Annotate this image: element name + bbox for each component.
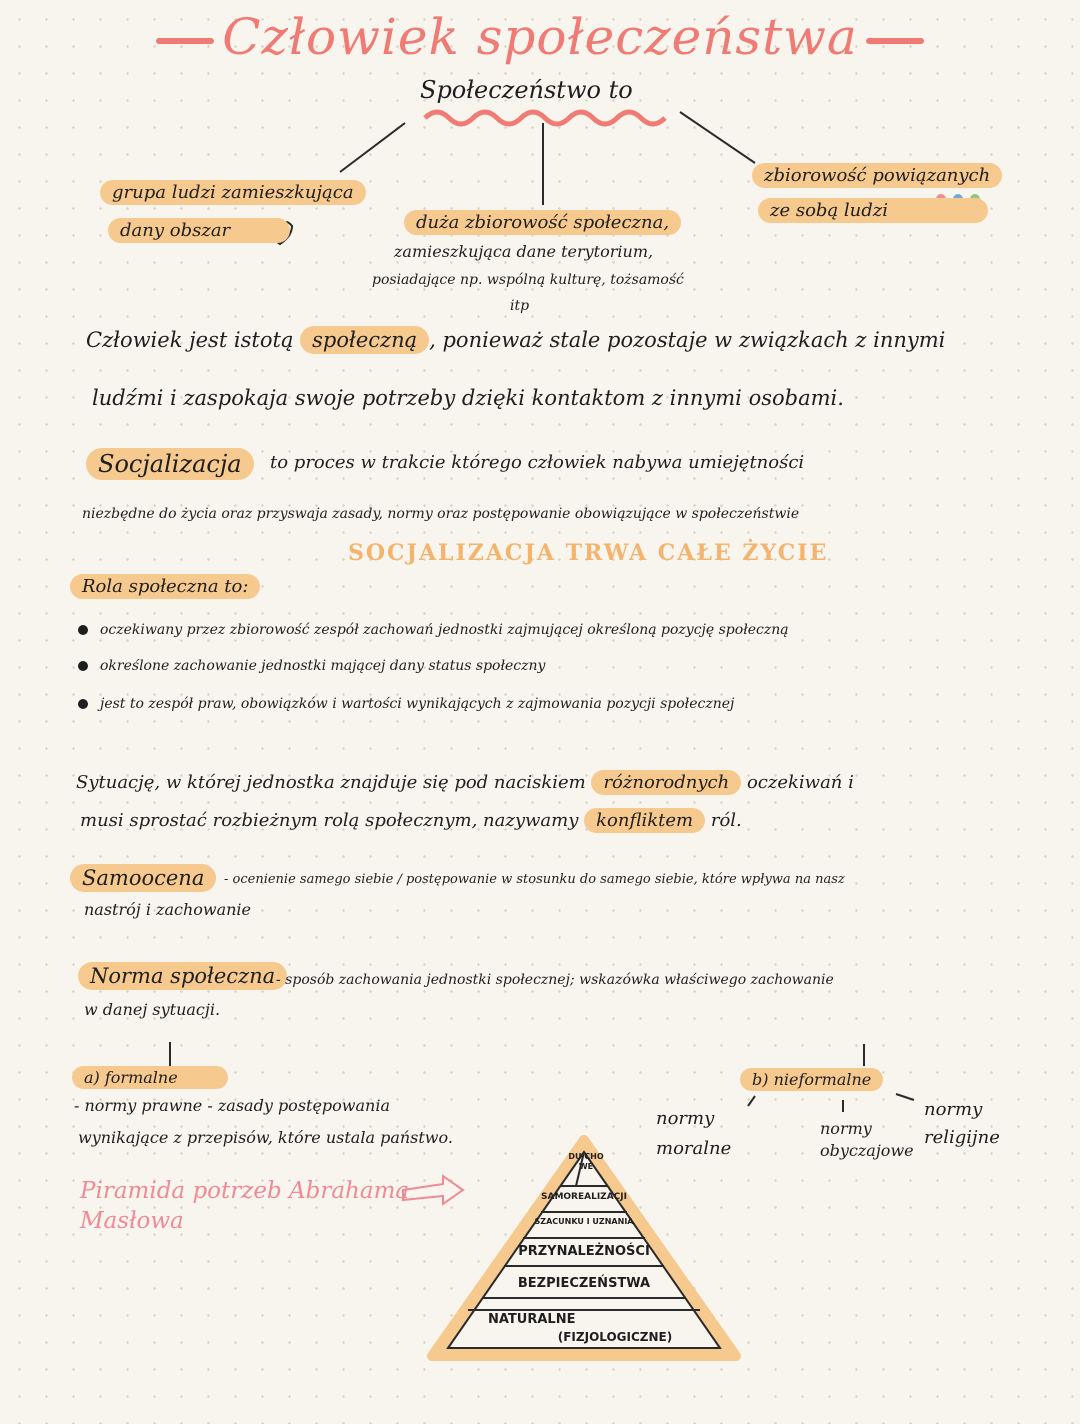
piramida-label-1: Piramida potrzeb Abrahama	[80, 1178, 410, 1204]
rola-term: Rola społeczna to:	[70, 574, 260, 599]
samoocena-line-2: nastrój i zachowanie	[84, 900, 252, 919]
pyramid-level-6: NATURALNE	[488, 1312, 576, 1327]
nieformalne-item-3: normy religijne	[924, 1099, 1000, 1148]
rola-bullet-2: określone zachowanie jednostki mającej dany status społeczny	[78, 658, 545, 674]
socjalizacja-caps: SOCJALIZACJA TRWA CAŁE ŻYCIE	[348, 540, 829, 566]
socjalizacja-line-1: to proces w trakcie którego człowiek nabywa umiejętności	[270, 452, 805, 473]
norma-line-1: - sposób zachowania jednostki społecznej; wskazówka właściwego zachowanie	[276, 972, 834, 988]
czlowiek-line-1: Człowiek jest istotą społeczną , ponieważ stale pozostaje w związkach z innymi	[86, 328, 946, 352]
pyramid-level-4: PRZYNALEŻNOŚCI	[518, 1244, 650, 1259]
samoocena-line-1: - ocenienie samego siebie / postępowanie w stosunku do samego siebie, które wpływa na nasz	[224, 872, 845, 887]
definition-center-1: duża zbiorowość społeczna,	[404, 210, 681, 235]
definition-left-1: grupa ludzi zamieszkująca	[100, 180, 366, 205]
formalne-label: a) formalne	[72, 1066, 228, 1089]
norma-line-2: w danej sytuacji.	[84, 1000, 221, 1019]
piramida-label-2: Masłowa	[80, 1208, 184, 1234]
definition-center-2: zamieszkująca dane terytorium,	[394, 242, 654, 261]
pyramid-level-3: SZACUNKU I UZNANIA	[534, 1217, 634, 1226]
definition-right-1: zbiorowość powiązanych	[752, 163, 1002, 188]
konflikt-line-2: musi sprostać rozbieżnym rolą społecznym, nazywamy konfliktem ról.	[80, 810, 742, 831]
socjalizacja-line-2: niezbędne do życia oraz przyswaja zasady, normy oraz postępowanie obowiązujące w społeczeństwie	[82, 506, 800, 522]
definition-center-3: posiadające np. wspólną kulturę, tożsamość	[372, 272, 684, 288]
socjalizacja-term: Socjalizacja	[86, 448, 254, 480]
rola-bullet-3: jest to zespół praw, obowiązków i wartości wynikających z zajmowania pozycji społecznej	[78, 696, 734, 712]
pyramid-level-5: BEZPIECZEŃSTWA	[517, 1276, 651, 1291]
nieformalne-item-2: normy obyczajowe	[820, 1119, 914, 1160]
norma-term: Norma społeczna	[78, 962, 287, 990]
definition-center-4: itp	[510, 298, 530, 314]
konflikt-line-1: Sytuację, w której jednostka znajduje się pod naciskiem różnorodnych oczekiwań i	[76, 772, 854, 793]
definition-right-2: ze sobą ludzi	[758, 198, 988, 223]
formalne-line-1: - normy prawne - zasady postępowania	[74, 1096, 390, 1115]
page-title: Człowiek społeczeństwa	[0, 8, 1080, 66]
nieformalne-label: b) nieformalne	[740, 1068, 883, 1091]
rola-bullet-1: oczekiwany przez zbiorowość zespół zachowań jednostki zajmującej określoną pozycję społeczną	[78, 622, 789, 638]
czlowiek-line-2: ludźmi i zaspokaja swoje potrzeby dzięki kontaktom z innymi osobami.	[92, 386, 844, 410]
subtitle: Społeczeństwo to	[420, 76, 633, 104]
definition-left-2: dany obszar	[108, 218, 290, 243]
nieformalne-item-1: normy moralne	[656, 1108, 732, 1159]
formalne-line-2: wynikające z przepisów, które ustala państwo.	[78, 1128, 453, 1147]
pyramid-level-7: (FIZJOLOGICZNE)	[557, 1330, 673, 1344]
pyramid-level-2: SAMOREALIZACJI	[541, 1192, 627, 1202]
pyramid-level-1: DU CHO WE	[568, 1152, 604, 1171]
samoocena-term: Samoocena	[70, 864, 216, 892]
